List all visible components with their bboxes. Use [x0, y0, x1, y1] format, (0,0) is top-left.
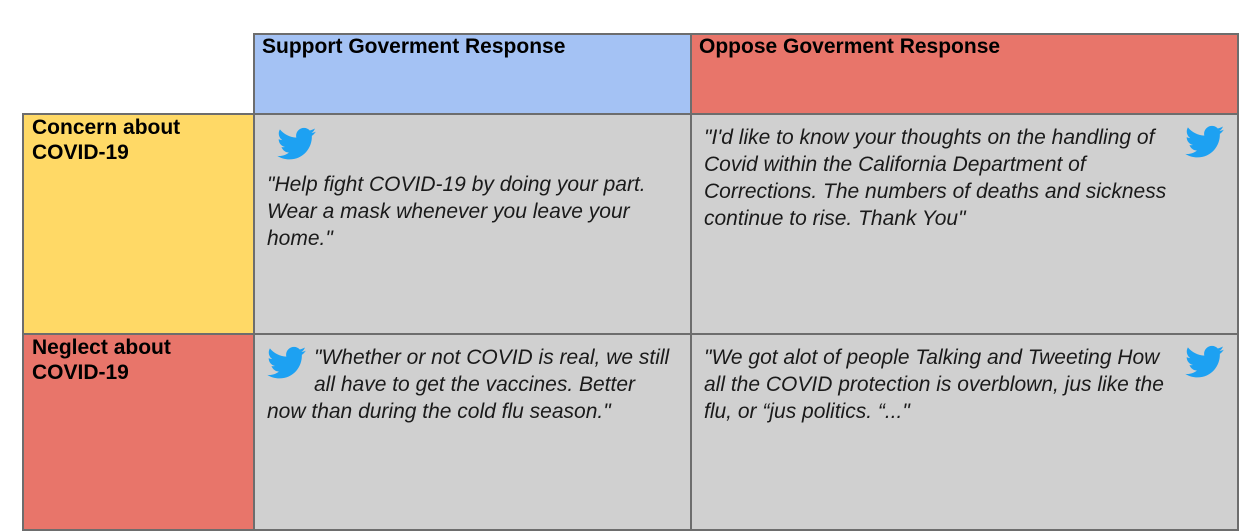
matrix-corner-cell	[23, 34, 254, 114]
matrix-row-concern	[23, 114, 1238, 334]
twitter-bird-icon	[1185, 125, 1225, 158]
quote-concern-support: "Help fight COVID-19 by doing your part. Wear a mask whenever you leave your home."	[267, 173, 646, 250]
twitter-bird-icon	[277, 127, 317, 160]
row-header-concern-label: Concern about COVID-19	[32, 116, 181, 165]
quote-concern-oppose: "I'd like to know your thoughts on the handling of Covid within the California Department of Corrections. The numbers of deaths and sickness continue to rise. Thank You"	[704, 126, 1167, 230]
matrix-row-neglect	[23, 334, 1238, 530]
column-header-support	[254, 34, 691, 114]
column-header-oppose-label: Oppose Goverment Response	[699, 35, 1001, 58]
cell-concern-oppose	[691, 114, 1238, 334]
matrix-header-row	[23, 34, 1238, 114]
row-header-concern	[23, 114, 254, 334]
cell-concern-support	[254, 114, 691, 334]
twitter-bird-icon	[1185, 345, 1225, 378]
twitter-bird-icon	[267, 346, 307, 379]
column-header-oppose	[691, 34, 1238, 114]
quote-neglect-support: "Whether or not COVID is real, we still all have to get the vaccines. Better now than during the cold flu season."	[267, 346, 670, 423]
quote-neglect-oppose: "We got alot of people Talking and Tweeting How all the COVID protection is overblown, jus like the flu, or “jus politics. “..."	[704, 346, 1164, 423]
column-header-support-label: Support Goverment Response	[262, 35, 566, 58]
row-header-neglect-label: Neglect about COVID-19	[32, 336, 171, 385]
row-header-neglect	[23, 334, 254, 530]
cell-neglect-support	[254, 334, 691, 530]
comparison-matrix	[22, 33, 1239, 531]
cell-neglect-oppose	[691, 334, 1238, 530]
